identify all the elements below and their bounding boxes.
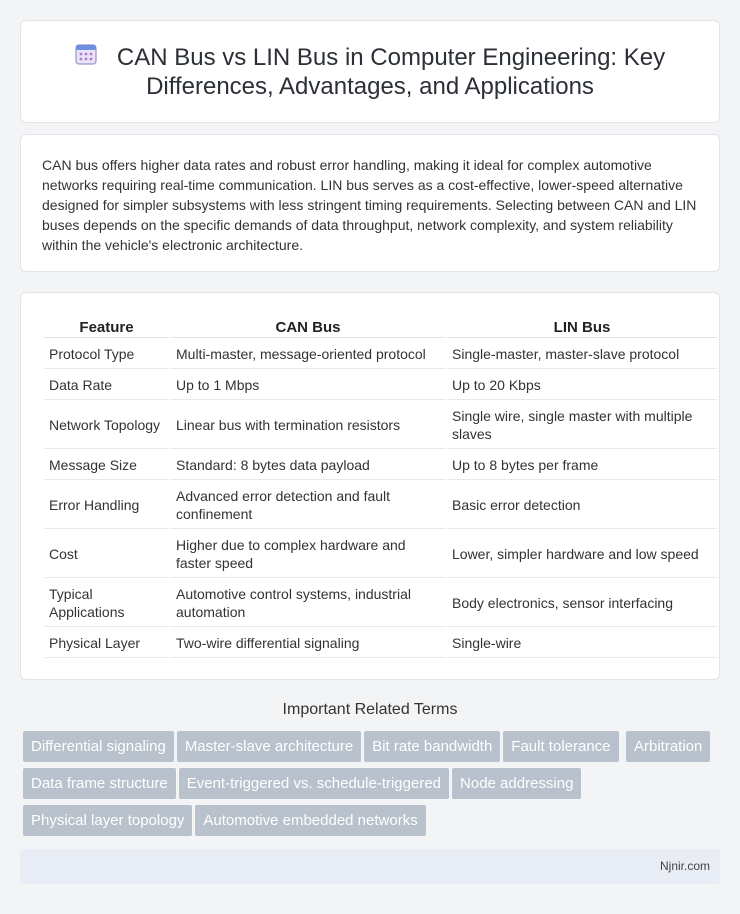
table-cell: Network Topology [44,402,169,449]
table-row [44,531,717,578]
table-cell: Data Rate [44,371,169,400]
table-cell: Lower, simpler hardware and low speed [447,531,717,578]
table-cell: Message Size [44,451,169,480]
table-cell: Up to 1 Mbps [171,371,445,400]
related-term-tag[interactable]: Automotive embedded networks [195,805,425,836]
table-cell: Single-wire [447,629,717,658]
table-row [44,402,717,449]
related-term-tag[interactable]: Physical layer topology [23,805,192,836]
table-cell: Protocol Type [44,340,169,369]
table-cell: Error Handling [44,482,169,529]
related-term-tag[interactable]: Fault tolerance [503,731,618,762]
related-term-tag[interactable]: Bit rate bandwidth [364,731,500,762]
footer-site[interactable]: Njnir.com [659,859,710,873]
footer [20,849,720,884]
calendar-grid-icon [75,43,97,65]
table-cell: Up to 8 bytes per frame [447,451,717,480]
related-term-tag[interactable]: Master-slave architecture [177,731,361,762]
table-cell: Two-wire differential signaling [171,629,445,658]
table-cell: Cost [44,531,169,578]
table-cell: Multi-master, message-oriented protocol [171,340,445,369]
related-term-tag[interactable]: Event-triggered vs. schedule-triggered [179,768,449,799]
header-feature: Feature [44,317,169,338]
table-cell: Typical Applications [44,580,169,627]
title-card [20,20,720,123]
comparison-table-card [20,292,720,680]
related-terms-tags [23,731,723,842]
related-term-tag[interactable]: Node addressing [452,768,581,799]
table-cell: Automotive control systems, industrial automation [171,580,445,627]
table-cell: Body electronics, sensor interfacing [447,580,717,627]
table-cell: Higher due to complex hardware and faster speed [171,531,445,578]
header-lin-bus: LIN Bus [447,317,717,338]
page-title: CAN Bus vs LIN Bus in Computer Engineering: Key Differences, Advantages, and Applications [116,44,666,100]
related-term-tag[interactable]: Arbitration [626,731,710,762]
table-cell: Linear bus with termination resistors [171,402,445,449]
comparison-table [42,315,719,660]
related-terms-title: Important Related Terms [282,701,458,718]
summary-text: CAN bus offers higher data rates and robust error handling, making it ideal for complex automotive networks requiring real-time communication. LIN bus serves as a cost-effective, lower-speed alternative designed for simpler subsystems with less stringent timing requirements. Selecting between CAN and LIN buses depends on the specific demands of data throughput, network complexity, and system reliability within the vehicle's electronic architecture. [42,157,697,253]
table-header-row [44,317,717,338]
table-cell: Physical Layer [44,629,169,658]
table-cell: Single-master, master-slave protocol [447,340,717,369]
related-term-tag[interactable]: Data frame structure [23,768,176,799]
table-cell: Basic error detection [447,482,717,529]
page-title-wrap [21,43,719,101]
table-cell: Up to 20 Kbps [447,371,717,400]
table-row [44,451,717,480]
table-row [44,580,717,627]
table-row [44,371,717,400]
table-cell: Standard: 8 bytes data payload [171,451,445,480]
summary-card [20,134,720,272]
related-term-tag[interactable]: Differential signaling [23,731,174,762]
table-row [44,482,717,529]
table-row [44,629,717,658]
table-row [44,340,717,369]
table-cell: Advanced error detection and fault confinement [171,482,445,529]
header-can-bus: CAN Bus [171,317,445,338]
table-cell: Single wire, single master with multiple slaves [447,402,717,449]
